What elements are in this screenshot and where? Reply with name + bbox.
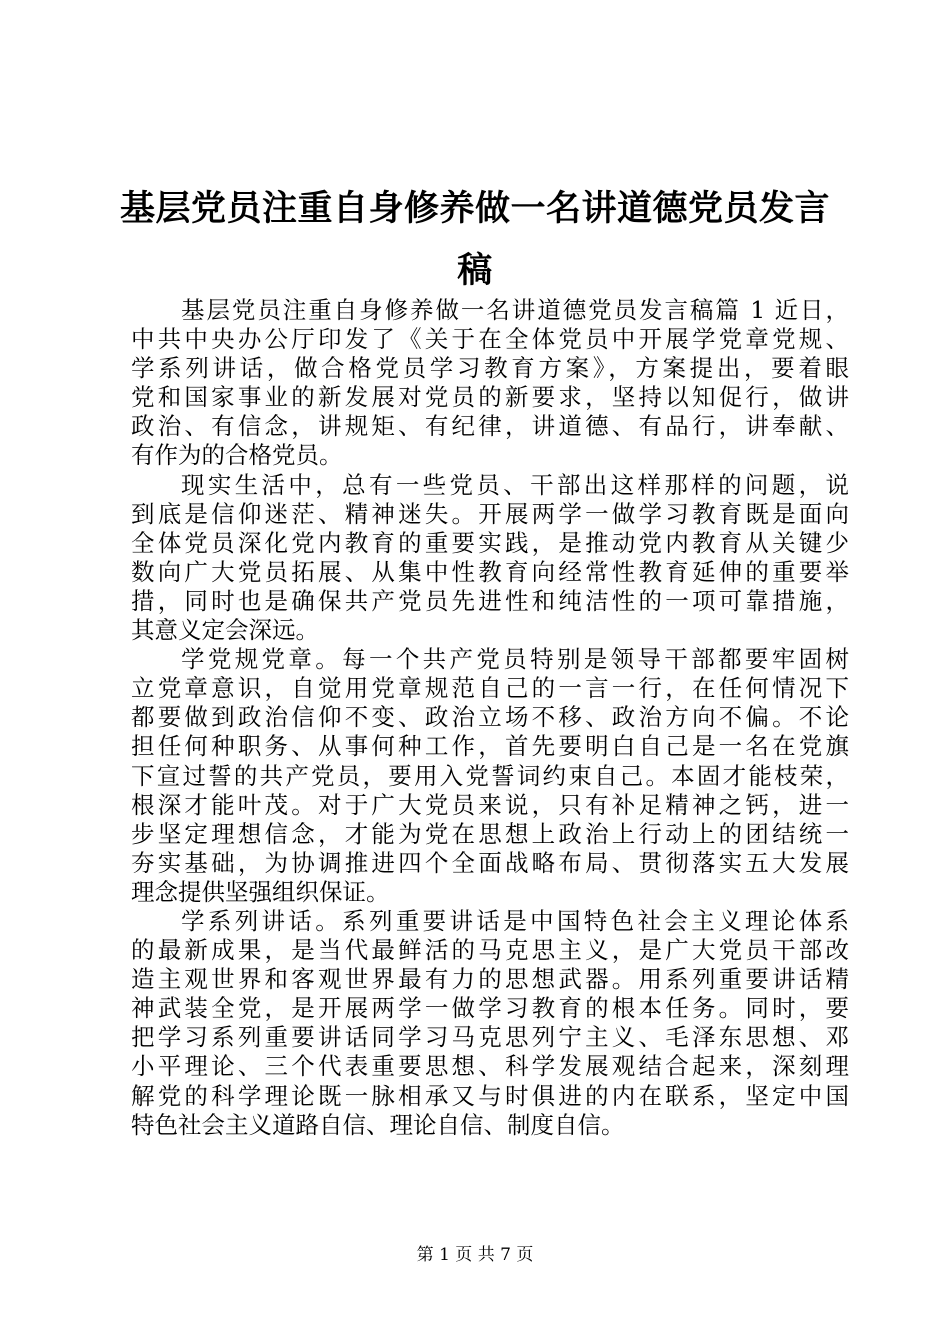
paragraph-line: 步坚定理想信念，才能为党在思想上政治上行动上的团结统一	[131, 819, 849, 848]
paragraph-line: 的最新成果，是当代最鲜活的马克思主义，是广大党员干部改	[131, 936, 849, 965]
paragraph-line: 措，同时也是确保共产党员先进性和纯洁性的一项可靠措施，	[131, 586, 849, 615]
paragraph-line: 解党的科学理论既一脉相承又与时俱进的内在联系，坚定中国	[131, 1081, 849, 1110]
paragraph-line: 理念提供坚强组织保证。	[131, 877, 390, 906]
paragraph-line: 有作为的合格党员。	[131, 441, 343, 470]
paragraph-line: 神武装全党，是开展两学一做学习教育的根本任务。同时，要	[131, 994, 849, 1023]
paragraph-line: 担任何种职务、从事何种工作，首先要明白自己是一名在党旗	[131, 732, 849, 761]
paragraph-line: 立党章意识，自觉用党章规范自己的一言一行，在任何情况下	[131, 674, 849, 703]
paragraph-line: 根深才能叶茂。对于广大党员来说，只有补足精神之钙，进一	[131, 790, 849, 819]
paragraph-line: 造主观世界和客观世界最有力的思想武器。用系列重要讲话精	[131, 965, 849, 994]
document-body	[131, 296, 849, 1140]
paragraph-line: 小平理论、三个代表重要思想、科学发展观结合起来，深刻理	[131, 1052, 849, 1081]
paragraph	[131, 907, 849, 1140]
paragraph-line: 数向广大党员拓展、从集中性教育向经常性教育延伸的重要举	[131, 557, 849, 586]
paragraph-line: 都要做到政治信仰不变、政治立场不移、政治方向不偏。不论	[131, 703, 849, 732]
paragraph-line: 学系列讲话。系列重要讲话是中国特色社会主义理论体系	[181, 906, 849, 935]
paragraph-line: 现实生活中，总有一些党员、干部出这样那样的问题，说	[181, 470, 849, 499]
title-line-1: 基层党员注重自身修养做一名讲道德党员发言	[120, 189, 831, 229]
paragraph	[131, 645, 849, 907]
paragraph-line: 基层党员注重自身修养做一名讲道德党员发言稿篇 1 近日，	[181, 296, 849, 324]
paragraph-line: 下宣过誓的共产党员，要用入党誓词约束自己。本固才能枝荣，	[131, 761, 849, 790]
document-title	[120, 178, 830, 302]
paragraph-line: 学党规党章。每一个共产党员特别是领导干部都要牢固树	[181, 645, 849, 674]
paragraph-line: 政治、有信念，讲规矩、有纪律，讲道德、有品行，讲奉献、	[131, 412, 849, 441]
paragraph-line: 学系列讲话，做合格党员学习教育方案》，方案提出，要着眼	[131, 354, 849, 383]
paragraph	[131, 471, 849, 646]
paragraph-line: 党和国家事业的新发展对党员的新要求，坚持以知促行，做讲	[131, 383, 849, 412]
paragraph-line: 其意义定会深远。	[131, 616, 319, 645]
paragraph-line: 中共中央办公厅印发了《关于在全体党员中开展学党章党规、	[131, 325, 849, 354]
paragraph-line: 到底是信仰迷茫、精神迷失。开展两学一做学习教育既是面向	[131, 499, 849, 528]
paragraph-line: 全体党员深化党内教育的重要实践，是推动党内教育从关键少	[131, 528, 849, 557]
page-footer: 第 1 页 共 7 页	[416, 1245, 534, 1265]
paragraph	[131, 296, 849, 471]
title-line-2: 稿	[457, 251, 493, 291]
paragraph-line: 把学习系列重要讲话同学习马克思列宁主义、毛泽东思想、邓	[131, 1023, 849, 1052]
paragraph-line: 夯实基础，为协调推进四个全面战略布局、贯彻落实五大发展	[131, 848, 849, 877]
paragraph-line: 特色社会主义道路自信、理论自信、制度自信。	[131, 1110, 625, 1139]
